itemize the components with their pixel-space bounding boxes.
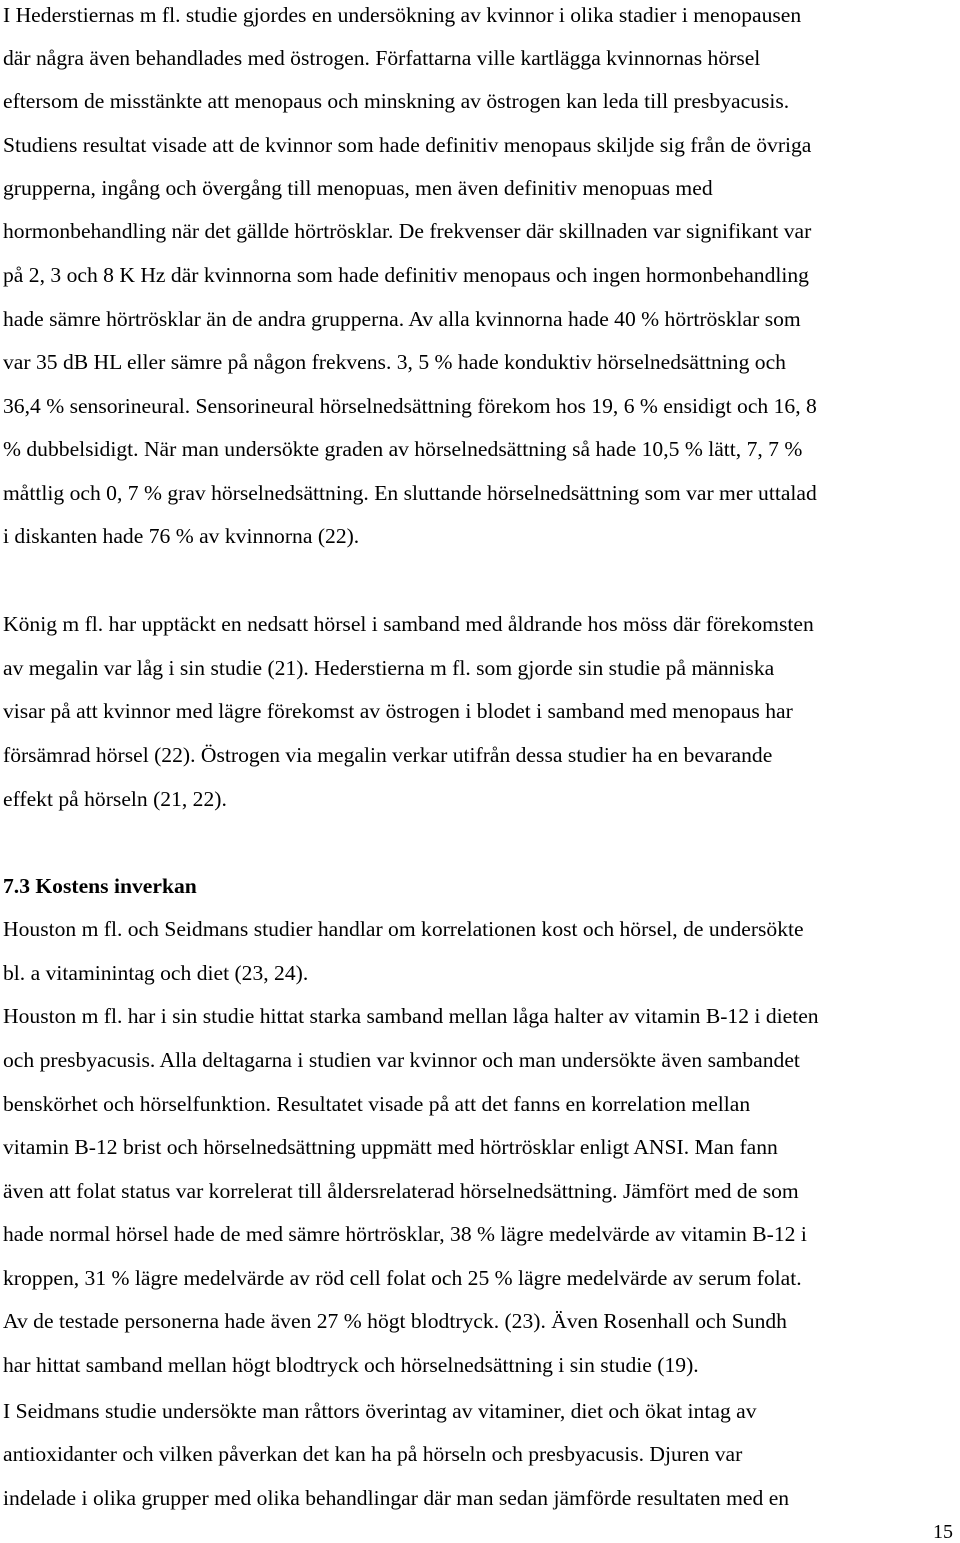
text-line: visar på att kvinnor med lägre förekomst av östrogen i blodet i samband med menopaus har [3,699,793,723]
text-line: även att folat status var korrelerat till åldersrelaterad hörselnedsättning. Jämfört med de som [3,1179,799,1203]
text-line: Studiens resultat visade att de kvinnor som hade definitiv menopaus skiljde sig från de övriga [3,133,812,157]
text-line: där några även behandlades med östrogen. Författarna ville kartlägga kvinnornas hörsel [3,46,761,70]
text-line: Houston m fl. har i sin studie hittat starka samband mellan låga halter av vitamin B-12 i dieten [3,1004,819,1028]
text-line: var 35 dB HL eller sämre på någon frekvens. 3, 5 % hade konduktiv hörselnedsättning och [3,350,786,374]
text-line: benskörhet och hörselfunktion. Resultatet visade på att det fanns en korrelation mellan [3,1092,751,1116]
text-line: Houston m fl. och Seidmans studier handlar om korrelationen kost och hörsel, de undersökte [3,917,804,941]
text-line: eftersom de misstänkte att menopaus och minskning av östrogen kan leda till presbyacusis. [3,89,790,113]
text-line: vitamin B-12 brist och hörselnedsättning uppmätt med hörtrösklar enligt ANSI. Man fann [3,1135,778,1159]
text-line: bl. a vitaminintag och diet (23, 24). [3,961,309,985]
text-line: Av de testade personerna hade även 27 % högt blodtryck. (23). Även Rosenhall och Sundh [3,1309,787,1333]
text-line: på 2, 3 och 8 K Hz där kvinnorna som hade definitiv menopaus och ingen hormonbehandling [3,263,809,287]
text-line: % dubbelsidigt. När man undersökte graden av hörselnedsättning så hade 10,5 % lätt, 7, 7 % [3,437,803,461]
text-line: försämrad hörsel (22). Östrogen via megalin verkar utifrån dessa studier ha en bevarande [3,743,773,767]
page-number: 15 [933,1521,953,1543]
text-line: kroppen, 31 % lägre medelvärde av röd cell folat och 25 % lägre medelvärde av serum folat. [3,1266,802,1290]
text-line: i diskanten hade 76 % av kvinnorna (22). [3,524,360,548]
section-heading: 7.3 Kostens inverkan [3,874,197,898]
text-line: I Seidmans studie undersökte man råttors överintag av vitaminer, diet och ökat intag av [3,1399,757,1423]
text-line: har hittat samband mellan högt blodtryck och hörselnedsättning i sin studie (19). [3,1353,699,1377]
text-line: av megalin var låg i sin studie (21). Hederstierna m fl. som gjorde sin studie på människa [3,656,775,680]
text-line: König m fl. har upptäckt en nedsatt hörsel i samband med åldrande hos möss där förekomsten [3,612,814,636]
text-line: grupperna, ingång och övergång till menopuas, men även definitiv menopuas med [3,176,713,200]
text-line: hormonbehandling när det gällde hörtrösklar. De frekvenser där skillnaden var signifikant var [3,219,812,243]
text-line: 36,4 % sensorineural. Sensorineural hörselnedsättning förekom hos 19, 6 % ensidigt och 16, 8 [3,394,817,418]
text-line: I Hederstiernas m fl. studie gjordes en undersökning av kvinnor i olika stadier i menopausen [3,3,802,27]
text-line: måttlig och 0, 7 % grav hörselnedsättning. En sluttande hörselnedsättning som var mer uttalad [3,481,817,505]
text-line: hade normal hörsel hade de med sämre hörtrösklar, 38 % lägre medelvärde av vitamin B-12 i [3,1222,807,1246]
text-line: effekt på hörseln (21, 22). [3,787,227,811]
text-line: indelade i olika grupper med olika behandlingar där man sedan jämförde resultaten med en [3,1486,790,1510]
text-line: hade sämre hörtrösklar än de andra grupperna. Av alla kvinnorna hade 40 % hörtrösklar som [3,307,801,331]
text-line: antioxidanter och vilken påverkan det kan ha på hörseln och presbyacusis. Djuren var [3,1442,743,1466]
text-line: och presbyacusis. Alla deltagarna i studien var kvinnor och man undersökte även sambandet [3,1048,800,1072]
